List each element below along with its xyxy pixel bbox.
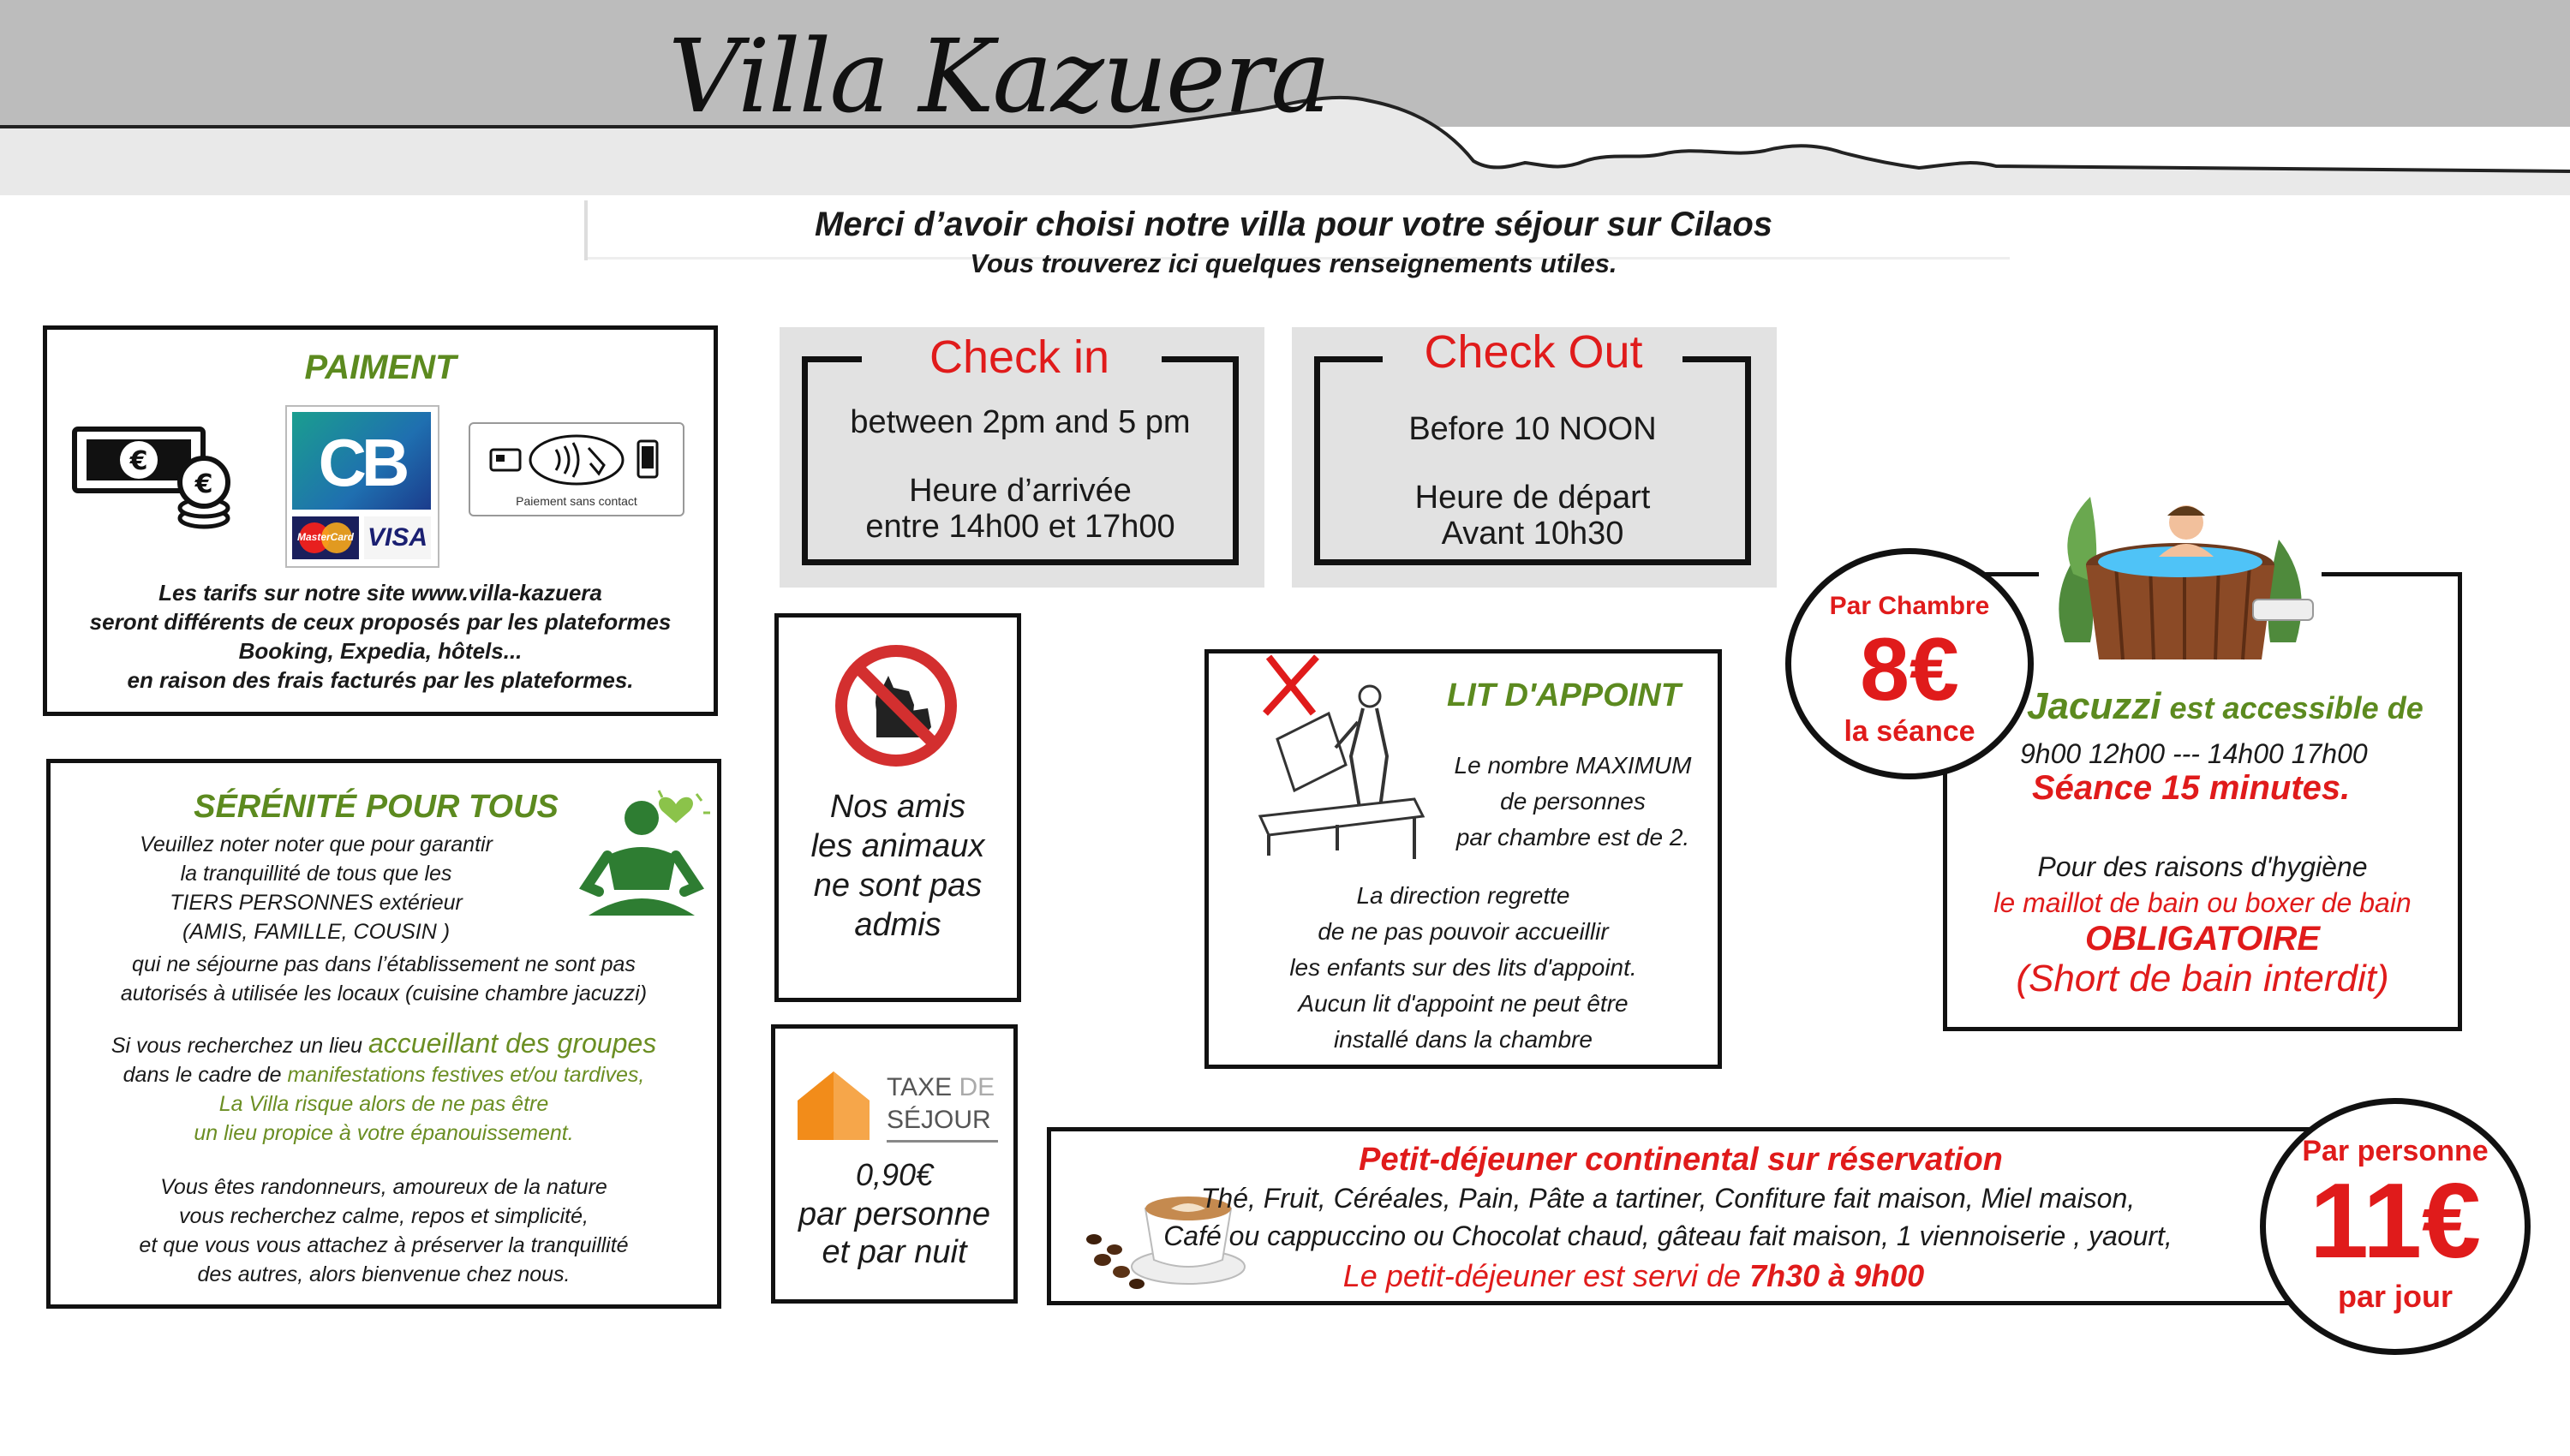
payment-text bbox=[47, 578, 714, 695]
welcome-divider bbox=[584, 200, 588, 260]
serenity-para2-c: La Villa risque alors de ne pas être bbox=[218, 1092, 549, 1116]
svg-text:€: € bbox=[129, 446, 148, 476]
jacuzzi-maillot: le maillot de bain ou boxer de bain bbox=[1993, 887, 2412, 918]
tax-unit1: par personne bbox=[798, 1196, 990, 1232]
cash-icon bbox=[71, 422, 234, 534]
extra-bed-box bbox=[1204, 649, 1722, 1069]
breakfast-badge-top: Par personne bbox=[2302, 1135, 2489, 1167]
extra-bed-line: de ne pas pouvoir accueillir bbox=[1318, 918, 1609, 945]
serenity-para1b bbox=[51, 950, 717, 1008]
serenity-para2-b: dans le cadre de bbox=[123, 1063, 288, 1087]
payment-text-line: seront différents de ceux proposés par les plateformes bbox=[89, 609, 672, 635]
extra-bed-line: La direction regrette bbox=[1356, 882, 1570, 909]
tax-box bbox=[771, 1024, 1018, 1304]
jacuzzi-badge-top: Par Chambre bbox=[1829, 592, 1990, 620]
checkin-line2: Heure d’arrivée bbox=[909, 473, 1132, 509]
serenity-para2 bbox=[51, 1029, 717, 1148]
payment-text-line: Les tarifs sur notre site www.villa-kazuera bbox=[158, 580, 602, 606]
welcome-title: Merci d’avoir choisi notre villa pour votre séjour sur Cilaos bbox=[814, 206, 1773, 243]
serenity-line: (AMIS, FAMILLE, COUSIN ) bbox=[182, 920, 451, 944]
mastercard-logo bbox=[292, 516, 359, 559]
extra-bed-title: LIT D'APPOINT bbox=[1447, 677, 1681, 713]
serenity-para1 bbox=[102, 830, 530, 946]
jacuzzi-title-b: est accessible de bbox=[2161, 690, 2424, 725]
checkin-line1: between 2pm and 5 pm bbox=[850, 404, 1191, 440]
breakfast-box bbox=[1047, 1127, 2358, 1305]
tax-price: 0,90€ bbox=[855, 1157, 934, 1192]
jacuzzi-hygiene: Pour des raisons d'hygiène bbox=[2037, 851, 2368, 882]
serenity-title: SÉRÉNITÉ POUR TOUS bbox=[194, 789, 559, 825]
serenity-line: et que vous vous attachez à préserver la tranquillité bbox=[139, 1233, 629, 1257]
breakfast-line3 bbox=[1051, 1258, 2216, 1294]
extra-bed-line: Aucun lit d'appoint ne peut être bbox=[1298, 990, 1629, 1017]
jacuzzi-hours: 9h00 12h00 --- 14h00 17h00 bbox=[2020, 738, 2368, 769]
welcome-subtitle: Vous trouverez ici quelques renseignements utiles. bbox=[970, 248, 1617, 278]
extra-bed-max bbox=[1423, 748, 1723, 856]
serenity-line: Vous êtes randonneurs, amoureux de la nature bbox=[160, 1175, 607, 1199]
serenity-highlight: accueillant des groupes bbox=[368, 1028, 657, 1059]
serenity-line: qui ne séjourne pas dans l’établissement ne sont pas bbox=[132, 952, 636, 976]
extra-bed-max-line: par chambre est de 2. bbox=[1455, 824, 1690, 850]
animals-box bbox=[774, 613, 1021, 1002]
breakfast-line3-b: 7h30 à 9h00 bbox=[1749, 1258, 1925, 1293]
breakfast-price-badge bbox=[2260, 1098, 2531, 1355]
tax-label-a: TAXE bbox=[887, 1073, 959, 1101]
visa-logo: VISA bbox=[364, 516, 431, 559]
jacuzzi-session: Séance 15 minutes. bbox=[2032, 769, 2351, 807]
tax-label-line2: SÉJOUR bbox=[887, 1106, 991, 1134]
breakfast-badge-price: 11€ bbox=[2309, 1162, 2482, 1280]
jacuzzi-title-a: Jacuzzi bbox=[2027, 685, 2161, 727]
breakfast-line3-a: Le petit-déjeuner est servi de bbox=[1342, 1258, 1750, 1293]
serenity-para3 bbox=[51, 1173, 717, 1289]
animals-line: les animaux bbox=[810, 828, 985, 864]
jacuzzi-badge-price: 8€ bbox=[1860, 620, 1959, 719]
checkout-line1: Before 10 NOON bbox=[1408, 411, 1657, 447]
contactless-label: Paiement sans contact bbox=[516, 494, 637, 508]
header-banner bbox=[0, 0, 2570, 195]
payment-text-line: Booking, Expedia, hôtels... bbox=[238, 638, 523, 664]
serenity-line: des autres, alors bienvenue chez nous. bbox=[197, 1262, 571, 1286]
no-pets-icon bbox=[832, 641, 960, 770]
animals-line: ne sont pas bbox=[813, 868, 983, 904]
animals-line: admis bbox=[854, 907, 941, 943]
house-icon bbox=[794, 1066, 873, 1143]
jacuzzi-price-badge bbox=[1785, 548, 2034, 779]
serenity-line: vous recherchez calme, repos et simplicité, bbox=[179, 1204, 589, 1228]
jacuzzi-short: (Short de bain interdit) bbox=[2016, 958, 2389, 1000]
serenity-para2-d: un lieu propice à votre épanouissement. bbox=[194, 1121, 574, 1145]
tax-unit2: et par nuit bbox=[822, 1234, 967, 1270]
breakfast-badge-bottom: par jour bbox=[2337, 1279, 2453, 1314]
serenity-line: la tranquillité de tous que les bbox=[180, 862, 452, 886]
breakfast-title: Petit-déjeuner continental sur réservation bbox=[1359, 1142, 2003, 1178]
extra-bed-max-line: de personnes bbox=[1500, 788, 1646, 815]
checkout-line2: Heure de départ bbox=[1414, 480, 1651, 516]
checkin-line3: entre 14h00 et 17h00 bbox=[865, 509, 1175, 545]
cb-card-icon bbox=[285, 405, 439, 568]
contactless-icon bbox=[469, 422, 684, 516]
villa-logo: Villa Kazuera bbox=[668, 17, 1330, 135]
payment-box bbox=[43, 325, 718, 716]
extra-bed-line: les enfants sur des lits d'appoint. bbox=[1289, 954, 1637, 981]
serenity-box bbox=[46, 759, 721, 1309]
serenity-line: autorisés à utilisée les locaux (cuisine chambre jacuzzi) bbox=[120, 982, 648, 1005]
extra-bed-max-line: Le nombre MAXIMUM bbox=[1454, 752, 1692, 779]
jacuzzi-icon bbox=[2039, 471, 2322, 677]
svg-text:€: € bbox=[194, 469, 213, 499]
serenity-line: Veuillez noter noter que pour garantir bbox=[140, 832, 493, 856]
payment-text-line: en raison des frais facturés par les plateformes. bbox=[127, 667, 634, 693]
extra-bed-icon bbox=[1243, 653, 1449, 868]
serenity-line: TIERS PERSONNES extérieur bbox=[170, 891, 463, 915]
jacuzzi-title bbox=[2027, 685, 2472, 728]
mastercard-text: MasterCard bbox=[296, 531, 355, 543]
breakfast-line1: Thé, Fruit, Céréales, Pain, Pâte a tartiner, Confiture fait maison, Miel maison, bbox=[1200, 1183, 2136, 1214]
meditation-icon bbox=[573, 787, 719, 924]
checkout-title: Check Out bbox=[1424, 326, 1643, 378]
payment-title: PAIMENT bbox=[304, 349, 457, 386]
tax-label bbox=[887, 1071, 1007, 1137]
checkin-title: Check in bbox=[929, 331, 1110, 383]
serenity-para2-b-green: manifestations festives et/ou tardives, bbox=[287, 1063, 645, 1087]
breakfast-line2: Café ou cappuccino ou Chocolat chaud, gâteau fait maison, 1 viennoiserie , yaourt, bbox=[1163, 1220, 2173, 1251]
cb-logo bbox=[292, 412, 431, 510]
animals-line: Nos amis bbox=[829, 789, 966, 825]
serenity-para2-a: Si vous recherchez un lieu bbox=[111, 1034, 368, 1058]
cb-logo-text: CB bbox=[318, 425, 405, 500]
jacuzzi-obligatoire: OBLIGATOIRE bbox=[2084, 920, 2321, 958]
animals-text bbox=[779, 787, 1017, 945]
tax-label-b: DE bbox=[959, 1073, 995, 1101]
extra-bed-line: installé dans la chambre bbox=[1334, 1026, 1593, 1053]
checkout-line3: Avant 10h30 bbox=[1441, 516, 1624, 552]
jacuzzi-badge-bottom: la séance bbox=[1844, 715, 1975, 748]
extra-bed-text bbox=[1209, 878, 1718, 1058]
